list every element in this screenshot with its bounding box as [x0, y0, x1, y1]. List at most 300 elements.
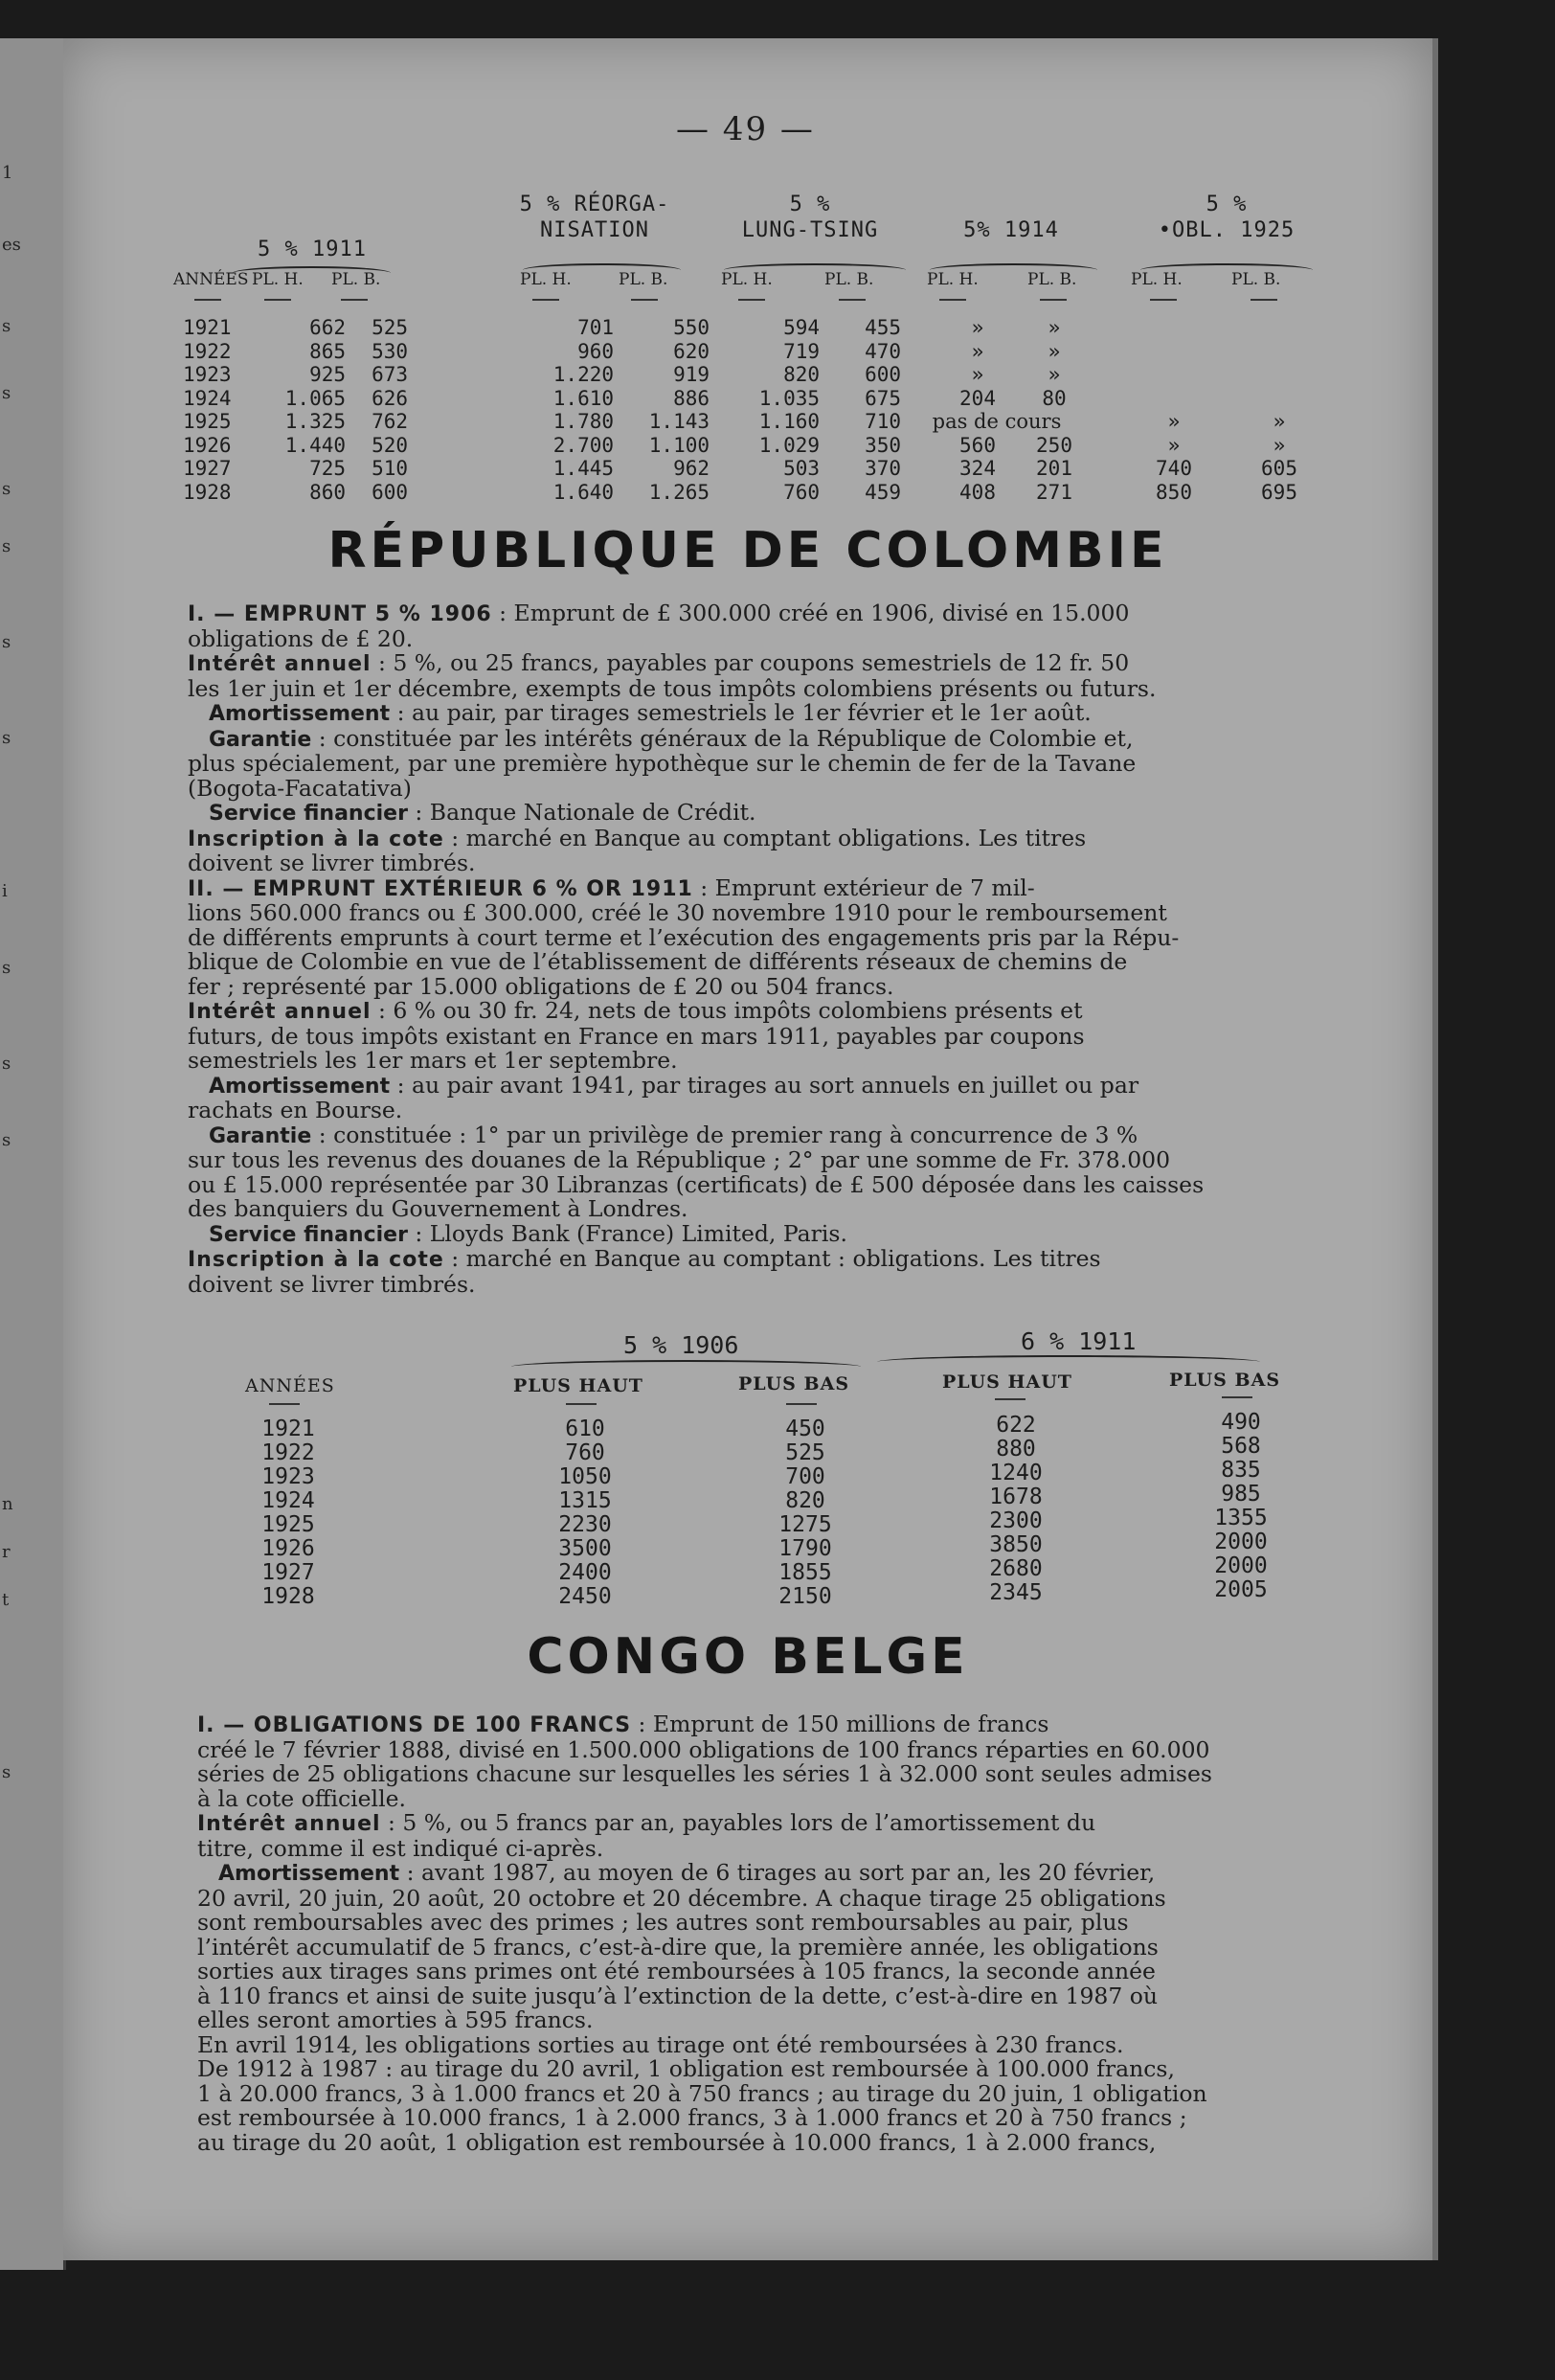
text-line	[188, 999, 1346, 1025]
price-cell: 610	[565, 1417, 605, 1441]
rule	[1251, 299, 1277, 301]
text-line	[188, 601, 1346, 627]
price-cell: 2150	[778, 1584, 832, 1609]
text-line	[197, 2106, 1346, 2131]
margin-fragment: s	[2, 728, 11, 748]
body-text: à la cote officielle.	[197, 1784, 406, 1812]
lead-term: Service financier	[209, 802, 408, 826]
text-line	[188, 1049, 1346, 1074]
price-cell: 1.220	[552, 363, 614, 386]
text-line	[188, 801, 1346, 827]
rule	[738, 299, 765, 301]
price-cell: 675	[865, 386, 901, 410]
price-cell: 1855	[778, 1560, 832, 1585]
margin-fragment: es	[2, 235, 21, 255]
text-line	[197, 1811, 1346, 1837]
text-line	[188, 1148, 1346, 1173]
group-title: 5 % RÉORGA- NISATION	[519, 193, 670, 242]
body-text: : Banque Nationale de Crédit.	[407, 799, 756, 826]
price-cell: 600	[372, 480, 408, 504]
body-text: : marché en Banque au comptant obligations. Les titres	[443, 824, 1087, 851]
text-line	[197, 2079, 1346, 2107]
year-cell: 1921	[183, 316, 232, 339]
rule	[631, 299, 658, 301]
price-cell: 673	[372, 363, 408, 386]
document-page	[63, 38, 1438, 2260]
price-cell: 3850	[989, 1532, 1043, 1557]
margin-fragment: i	[2, 881, 8, 901]
plus-bas-1911-column	[1203, 1411, 1279, 1602]
price-cell: »	[1048, 339, 1061, 363]
price-cell: »	[1167, 433, 1181, 457]
text-line	[197, 2008, 1346, 2033]
col-header: PLUS HAUT	[513, 1375, 643, 1396]
text-line	[197, 2030, 1346, 2058]
price-cell: 626	[372, 386, 408, 410]
price-cell: 865	[309, 339, 346, 363]
text-line	[197, 1884, 1346, 1912]
price-cell: 1.065	[284, 386, 346, 410]
price-cell: 80	[1042, 386, 1067, 410]
price-cell: 2005	[1214, 1577, 1268, 1602]
price-cell: 880	[996, 1437, 1036, 1462]
price-cell: »	[1048, 363, 1061, 386]
lead-term: II. — EMPRUNT EXTÉRIEUR 6 % OR 1911	[188, 876, 693, 901]
price-cell: 1924	[261, 1488, 315, 1513]
price-cell: 1.100	[648, 433, 710, 457]
price-cell: »	[1048, 316, 1061, 339]
price-column	[513, 316, 614, 504]
plus-haut-1906-column	[547, 1417, 623, 1609]
price-cell: 725	[309, 457, 346, 480]
text-line	[188, 651, 1346, 677]
price-cell: 2230	[558, 1512, 612, 1537]
group-title: 6 % 1911	[1021, 1327, 1137, 1355]
price-cell: 1050	[558, 1464, 612, 1489]
lead-term: Amortissement	[209, 702, 391, 726]
rule	[939, 299, 966, 301]
text-line	[197, 1911, 1346, 1936]
rule	[194, 299, 221, 301]
text-line	[197, 1834, 1346, 1862]
text-line	[197, 2128, 1346, 2156]
price-cell: 1.143	[648, 410, 710, 433]
price-cell: 1.160	[758, 410, 820, 433]
price-cell: 450	[785, 1417, 825, 1441]
price-cell: 622	[996, 1413, 1036, 1438]
body-text: au tirage du 20 août, 1 obligation est remboursée à 10.000 francs, 1 à 2.000 francs,	[197, 2128, 1157, 2156]
price-cell: 600	[865, 363, 901, 386]
text-line	[197, 1712, 1346, 1738]
price-cell: »	[971, 363, 984, 386]
top-price-table	[173, 192, 1351, 527]
body-text: 20 avril, 20 juin, 20 août, 20 octobre et 20 décembre. A chaque tirage 25 obligations	[197, 1884, 1166, 1912]
price-cell: 820	[783, 363, 820, 386]
price-cell: 886	[673, 386, 710, 410]
years-column	[183, 316, 232, 504]
body-text: elles seront amorties à 595 francs.	[197, 2006, 594, 2033]
text-line	[188, 774, 1346, 802]
congo-text	[197, 1712, 1346, 2155]
text-line	[197, 1735, 1346, 1763]
margin-fragment: s	[2, 632, 11, 652]
years-column	[255, 1417, 322, 1609]
price-cell: 762	[372, 410, 408, 433]
text-line	[197, 2057, 1346, 2082]
price-cell: 1921	[261, 1417, 315, 1441]
col-header: PL. H.	[252, 270, 304, 289]
price-cell: 204	[959, 386, 996, 410]
group-title: 5 % 1906	[623, 1331, 739, 1359]
col-header: PL. H.	[520, 270, 572, 289]
text-line	[188, 950, 1346, 975]
price-cell: 594	[783, 316, 820, 339]
margin-fragment: s	[2, 536, 11, 556]
price-cell: 1790	[778, 1536, 832, 1561]
price-cell: 2345	[989, 1580, 1043, 1605]
body-text: De 1912 à 1987 : au tirage du 20 avril, 1 obligation est remboursée à 100.000 francs,	[197, 2055, 1175, 2082]
price-cell: »	[971, 316, 984, 339]
year-cell: 1925	[183, 410, 232, 433]
price-column	[1140, 316, 1207, 504]
rule	[341, 299, 368, 301]
colombie-text	[188, 601, 1346, 1297]
body-text: plus spécialement, par une première hypothèque sur le chemin de fer de la Tavane	[188, 750, 1137, 777]
years-header: ANNÉES	[173, 270, 249, 289]
text-line	[188, 1071, 1346, 1099]
price-cell	[1140, 316, 1207, 340]
text-line	[188, 752, 1346, 777]
body-text: : 5 %, ou 25 francs, payables par coupons semestriels de 12 fr. 50	[371, 649, 1130, 676]
price-cell: 1922	[261, 1440, 315, 1465]
price-cell: 2400	[558, 1560, 612, 1585]
text-line	[188, 1197, 1346, 1222]
text-line	[188, 873, 1346, 902]
body-text: : Lloyds Bank (France) Limited, Paris.	[407, 1219, 847, 1247]
price-cell: 1240	[989, 1461, 1043, 1485]
margin-fragment: s	[2, 1054, 11, 1074]
text-line	[188, 901, 1346, 926]
body-text: obligations de £ 20.	[188, 624, 414, 652]
price-cell: 700	[785, 1464, 825, 1489]
price-cell: 1.035	[758, 386, 820, 410]
body-text: doivent se livrer timbrés.	[188, 850, 476, 876]
body-text: sorties aux tirages sans primes ont été remboursées à 105 francs, la seconde année	[197, 1958, 1156, 1984]
price-cell: 470	[865, 339, 901, 363]
price-cell: 1.440	[284, 433, 346, 457]
price-cell: 2680	[989, 1556, 1043, 1581]
body-text: à 110 francs et ainsi de suite jusqu’à l’extinction de la dette, c’est-à-dire en 1987 où	[197, 1982, 1159, 2009]
price-cell: 2300	[989, 1508, 1043, 1533]
lead-term: Intérêt annuel	[197, 1812, 381, 1836]
price-cell: 1315	[558, 1488, 612, 1513]
rule	[786, 1403, 817, 1405]
text-line	[197, 1762, 1346, 1787]
body-text: séries de 25 obligations chacune sur lesquelles les séries 1 à 32.000 sont seules admises	[197, 1760, 1212, 1787]
section-title-congo: CONGO BELGE	[527, 1628, 969, 1686]
text-line	[188, 851, 1346, 876]
body-text: : constituée : 1° par un privilège de premier rang à concurrence de 3 %	[311, 1121, 1138, 1148]
text-line	[197, 1960, 1346, 1984]
text-line	[188, 923, 1346, 951]
margin-fragment: s	[2, 479, 11, 499]
margin-fragment: s	[2, 1130, 11, 1150]
margin-fragment: s	[2, 383, 11, 403]
price-cell: 2000	[1214, 1553, 1268, 1578]
price-cell: 850	[1156, 480, 1192, 504]
text-line	[188, 972, 1346, 1000]
lead-term: Service financier	[209, 1222, 408, 1247]
price-cell: 560	[959, 433, 996, 457]
price-cell: 459	[865, 480, 901, 504]
price-column	[614, 316, 710, 504]
price-cell	[1241, 340, 1318, 364]
text-line	[188, 674, 1346, 702]
price-cell: 201	[1036, 457, 1072, 480]
price-cell: 510	[372, 457, 408, 480]
margin-fragment: r	[2, 1542, 11, 1562]
text-line	[188, 1123, 1346, 1149]
text-line	[197, 1784, 1346, 1812]
price-cell: 760	[783, 480, 820, 504]
price-cell: 490	[1221, 1410, 1261, 1435]
years-header: ANNÉES	[245, 1375, 335, 1396]
body-text: : 6 % ou 30 fr. 24, nets de tous impôts colombiens présents et	[371, 997, 1083, 1024]
body-text: semestriels les 1er mars et 1er septembre.	[188, 1047, 678, 1074]
body-text: doivent se livrer timbrés.	[188, 1270, 476, 1298]
price-cell: 271	[1036, 480, 1072, 504]
price-cell: 1928	[261, 1584, 315, 1609]
price-cell: 925	[309, 363, 346, 386]
price-cell: 2.700	[552, 433, 614, 457]
price-cell: 2450	[558, 1584, 612, 1609]
col-header: PL. B.	[1231, 270, 1281, 289]
body-text: fer ; représenté par 15.000 obligations de £ 20 ou 504 francs.	[188, 972, 894, 1000]
price-cell: 568	[1221, 1434, 1261, 1459]
body-text: lions 560.000 francs ou £ 300.000, créé le 30 novembre 1910 pour le remboursement	[188, 899, 1167, 926]
price-cell: 1.445	[552, 457, 614, 480]
price-cell: 1.640	[552, 480, 614, 504]
price-cell: 620	[673, 339, 710, 363]
body-text: : Emprunt de £ 300.000 créé en 1906, divisé en 15.000	[491, 600, 1130, 626]
rule	[264, 299, 291, 301]
price-cell: 605	[1261, 457, 1297, 480]
price-cell: 960	[577, 339, 614, 363]
year-cell: 1927	[183, 457, 232, 480]
price-cell: 1.265	[648, 480, 710, 504]
price-cell: 408	[959, 480, 996, 504]
price-cell	[1241, 363, 1318, 387]
body-text: : avant 1987, au moyen de 6 tirages au sort par an, les 20 février,	[399, 1859, 1156, 1886]
lead-term: Amortissement	[209, 1074, 391, 1099]
body-text: créé le 7 février 1888, divisé en 1.500.000 obligations de 100 francs réparties en 60.000	[197, 1735, 1210, 1763]
text-line	[188, 701, 1346, 727]
group-brace	[511, 1360, 861, 1373]
price-column	[1021, 316, 1088, 504]
price-cell: 1927	[261, 1560, 315, 1585]
body-text: ou £ 15.000 représentée par 30 Libranzas (certificats) de £ 500 déposée dans les caisses	[188, 1170, 1205, 1198]
col-header: PL. B.	[1027, 270, 1077, 289]
price-column	[1241, 316, 1318, 504]
col-header: PLUS BAS	[1169, 1370, 1281, 1391]
body-text: : Emprunt de 150 millions de francs	[631, 1711, 1049, 1737]
lead-term: Intérêt annuel	[188, 652, 372, 676]
price-cell	[1241, 387, 1318, 411]
body-text: de différents emprunts à court terme et l’exécution des engagements pris par la Répu-	[188, 923, 1180, 951]
text-line	[188, 1170, 1346, 1198]
price-cell: 962	[673, 457, 710, 480]
price-cell	[1140, 340, 1207, 364]
text-line	[197, 1984, 1346, 2009]
price-cell: 2000	[1214, 1530, 1268, 1554]
price-cell: 1.029	[758, 433, 820, 457]
text-line	[188, 1022, 1346, 1050]
lead-term: Garantie	[209, 1123, 312, 1148]
price-cell: 520	[372, 433, 408, 457]
price-cell: 3500	[558, 1536, 612, 1561]
body-text: blique de Colombie en vue de l’établissement de différents réseaux de chemins de	[188, 948, 1128, 975]
price-cell: 1923	[261, 1464, 315, 1489]
rule	[995, 1398, 1025, 1400]
price-cell: 1678	[989, 1485, 1043, 1509]
price-cell: 1.780	[552, 410, 614, 433]
section-title-colombie: RÉPUBLIQUE DE COLOMBIE	[327, 522, 1168, 579]
group-brace	[877, 1355, 1260, 1369]
text-line	[188, 1247, 1346, 1273]
col-header: PL. H.	[1131, 270, 1183, 289]
price-cell: 662	[309, 316, 346, 339]
body-text: rachats en Bourse.	[188, 1097, 403, 1123]
body-text: les 1er juin et 1er décembre, exempts de tous impôts colombiens présents ou futurs.	[188, 674, 1157, 702]
lead-term: I. — OBLIGATIONS DE 100 FRANCS	[197, 1713, 632, 1737]
rule	[839, 299, 866, 301]
price-cell: 701	[577, 316, 614, 339]
col-header: PL. H.	[927, 270, 979, 289]
col-header: PL. B.	[824, 270, 874, 289]
price-cell: 695	[1261, 480, 1297, 504]
price-cell: 1.325	[284, 410, 346, 433]
col-header: PL. B.	[331, 270, 381, 289]
margin-fragment: 1	[2, 163, 13, 183]
group-title: 5 % 1911	[258, 238, 367, 261]
text-line	[188, 1270, 1346, 1298]
lead-term: Intérêt annuel	[188, 1000, 372, 1024]
body-text: : au pair avant 1941, par tirages au sort annuels en juillet ou par	[390, 1071, 1139, 1099]
price-cell: pas de cours	[932, 410, 1062, 433]
body-text: des banquiers du Gouvernement à Londres.	[188, 1195, 688, 1222]
text-line	[197, 1861, 1346, 1887]
rule	[1150, 299, 1177, 301]
group-title: 5 % •OBL. 1925	[1158, 193, 1296, 242]
price-column	[331, 316, 408, 504]
price-cell: 350	[865, 433, 901, 457]
price-cell	[1241, 316, 1318, 340]
margin-fragment: n	[2, 1494, 13, 1514]
price-cell: 740	[1156, 457, 1192, 480]
lead-term: Inscription à la cote	[188, 827, 444, 851]
body-text: sont remboursables avec des primes ; les autres sont remboursables au pair, plus	[197, 1909, 1129, 1936]
price-cell	[1140, 363, 1207, 387]
price-cell: 719	[783, 339, 820, 363]
margin-fragment: s	[2, 316, 11, 336]
price-cell: 550	[673, 316, 710, 339]
price-cell: 1355	[1214, 1506, 1268, 1530]
price-cell	[1021, 410, 1088, 434]
price-cell	[1140, 387, 1207, 411]
margin-fragment: s	[2, 958, 11, 978]
body-text: : Emprunt extérieur de 7 mil-	[692, 873, 1035, 901]
col-header: PL. H.	[721, 270, 773, 289]
price-cell: 760	[565, 1440, 605, 1465]
text-line	[188, 724, 1346, 753]
price-cell: »	[971, 339, 984, 363]
year-cell: 1926	[183, 433, 232, 457]
col-header: PL. B.	[619, 270, 668, 289]
body-text: est remboursée à 10.000 francs, 1 à 2.000 francs, 3 à 1.000 francs et 20 à 750 francs ;	[197, 2104, 1187, 2131]
plus-haut-1911-column	[978, 1414, 1054, 1605]
lead-term: Inscription à la cote	[188, 1248, 444, 1272]
body-text: sur tous les revenus des douanes de la République ; 2° par une somme de Fr. 378.000	[188, 1146, 1171, 1173]
price-cell: 324	[959, 457, 996, 480]
price-cell: 985	[1221, 1482, 1261, 1507]
body-text: (Bogota-Facatativa)	[188, 774, 412, 802]
price-cell: 455	[865, 316, 901, 339]
price-cell: 860	[309, 480, 346, 504]
body-text: : 5 %, ou 5 francs par an, payables lors de l’amortissement du	[380, 1809, 1096, 1836]
colombie-price-table	[188, 1327, 1346, 1628]
text-line	[188, 824, 1346, 852]
body-text: futurs, de tous impôts existant en France en mars 1911, payables par coupons	[188, 1022, 1085, 1050]
body-text: l’intérêt accumulatif de 5 francs, c’est-à-dire que, la première année, les obligations	[197, 1933, 1159, 1961]
year-cell: 1924	[183, 386, 232, 410]
price-cell: 250	[1036, 433, 1072, 457]
group-title: 5 % LUNG-TSING	[741, 193, 879, 242]
year-cell: 1923	[183, 363, 232, 386]
group-title: 5% 1914	[963, 218, 1059, 242]
col-header: PLUS HAUT	[942, 1371, 1072, 1393]
rule	[532, 299, 559, 301]
margin-fragment: s	[2, 1762, 11, 1782]
price-cell: 1275	[778, 1512, 832, 1537]
body-text: En avril 1914, les obligations sorties au tirage ont été remboursées à 230 francs.	[197, 2030, 1124, 2058]
price-cell: 530	[372, 339, 408, 363]
price-cell: 503	[783, 457, 820, 480]
price-cell: 919	[673, 363, 710, 386]
price-cell: 820	[785, 1488, 825, 1513]
price-cell: »	[1167, 410, 1181, 433]
price-cell: 370	[865, 457, 901, 480]
plus-bas-1906-column	[767, 1417, 844, 1609]
lead-term: Garantie	[209, 727, 312, 752]
lead-term: I. — EMPRUNT 5 % 1906	[188, 602, 492, 626]
text-line	[188, 624, 1346, 652]
price-cell: »	[1273, 410, 1286, 433]
rule	[566, 1403, 597, 1405]
year-cell: 1928	[183, 480, 232, 504]
col-header: PLUS BAS	[738, 1373, 850, 1394]
price-cell: 525	[372, 316, 408, 339]
rule	[1222, 1396, 1252, 1398]
price-cell: 710	[865, 410, 901, 433]
lead-term: Amortissement	[218, 1862, 400, 1886]
text-line	[188, 1219, 1346, 1248]
rule	[1040, 299, 1067, 301]
margin-fragment: t	[2, 1590, 10, 1610]
body-text: : au pair, par tirages semestriels le 1er février et le 1er août.	[390, 699, 1092, 726]
body-text: : constituée par les intérêts généraux de la République de Colombie et,	[311, 724, 1134, 752]
price-cell: 525	[785, 1440, 825, 1465]
price-cell: »	[1273, 433, 1286, 457]
